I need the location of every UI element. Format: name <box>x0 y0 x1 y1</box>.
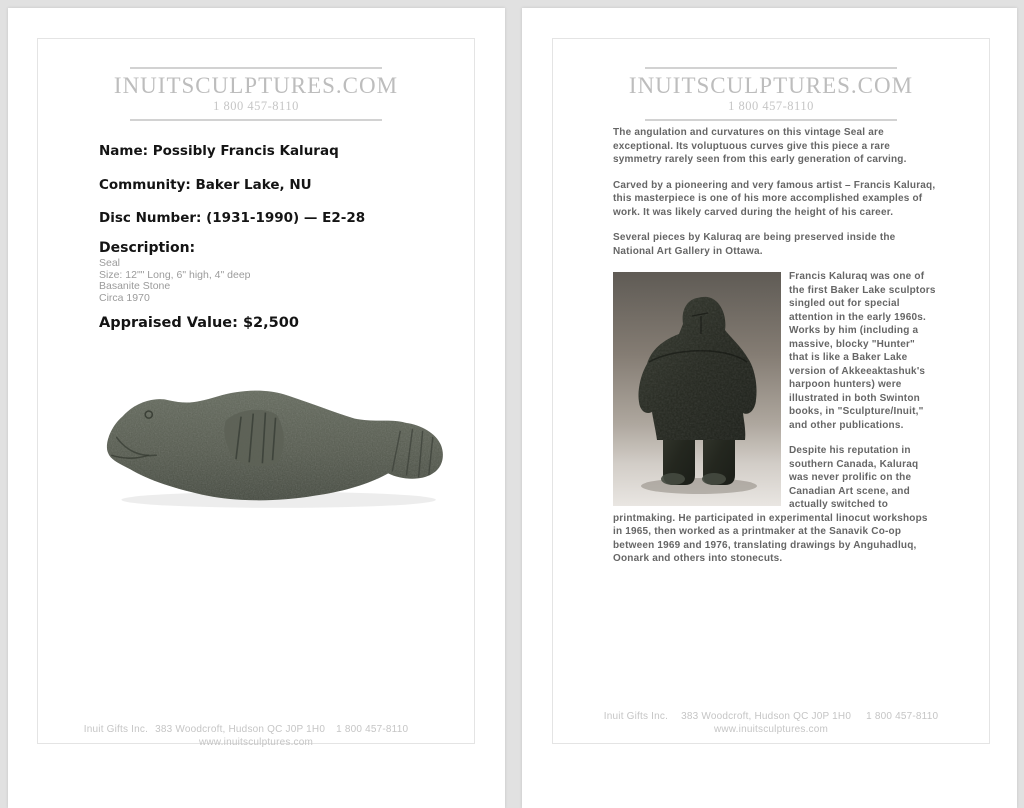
paragraph-1: The angulation and curvatures on this vintage Seal are exceptional. Its voluptuous curves give this piece a rare symmetry rarely seen from this early generation of carving. <box>613 127 907 165</box>
footer-address: 383 Woodcroft, Hudson QC J0P 1H0 <box>681 711 852 722</box>
page-2-footer <box>553 710 989 736</box>
page-1-border-frame <box>37 38 475 748</box>
hunter-right-foot <box>702 473 726 485</box>
site-logo <box>553 67 989 121</box>
paragraph-3: Several pieces by Kaluraq are being preserved inside the National Art Gallery in Ottawa. <box>613 232 896 257</box>
community-field: Community: Baker Lake, NU <box>99 177 312 193</box>
document-page-1 <box>8 8 505 808</box>
logo-bottom-rule <box>130 119 382 121</box>
page-2-border-frame <box>552 38 990 744</box>
seal-sculpture-photo <box>96 372 446 514</box>
footer-company: Inuit Gifts Inc. <box>603 711 669 722</box>
logo-title: INUITSCULPTURES.COM <box>113 73 399 98</box>
description-size: Size: 12"" Long, 6" high, 4" deep <box>99 268 251 281</box>
footer-line-1 <box>553 710 989 723</box>
footer-phone: 1 800 457-8110 <box>866 711 939 722</box>
logo-phone: 1 800 457-8110 <box>728 99 814 113</box>
page-1-footer <box>38 723 474 749</box>
description-heading: Description: <box>99 240 196 256</box>
footer-phone: 1 800 457-8110 <box>336 724 409 735</box>
logo-bottom-rule <box>645 119 897 121</box>
footer-website: www.inuitsculptures.com <box>198 737 314 748</box>
footer-company: Inuit Gifts Inc. <box>83 724 149 735</box>
site-logo <box>38 67 474 121</box>
footer-website: www.inuitsculptures.com <box>713 724 829 735</box>
hunter-shadow <box>641 478 757 494</box>
paragraph-5: Despite his reputation in southern Canada, Kaluraq was never prolific on the Canadian Art scene, and actually switched to printmaking. He participated in experimental linocut workshops in 1965, then worked as a printmaker at the Sanavik Co-op between 1969 and 1976, translating drawings by Anguhadluq, Oonark and others into stonecuts. <box>613 445 928 564</box>
description-details <box>99 258 251 304</box>
logo-top-rule <box>130 67 382 69</box>
description-material: Basanite Stone <box>99 280 171 292</box>
appraised-value: Appraised Value: $2,500 <box>99 315 299 331</box>
logo-top-rule <box>645 67 897 69</box>
description-circa: Circa 1970 <box>99 291 150 304</box>
document-page-2 <box>522 8 1017 808</box>
artist-name-field: Name: Possibly Francis Kaluraq <box>99 143 339 159</box>
paragraph-2: Carved by a pioneering and very famous artist – Francis Kaluraq, this masterpiece is one of his more accomplished examples of work. It was likely carved during the height of his career. <box>613 179 936 218</box>
logo-phone: 1 800 457-8110 <box>213 99 299 113</box>
disc-number-field: Disc Number: (1931-1990) — E2-28 <box>99 210 366 226</box>
hunter-left-foot <box>661 473 685 485</box>
description-subject: Seal <box>99 257 121 269</box>
footer-address: 383 Woodcroft, Hudson QC J0P 1H0 <box>155 724 326 735</box>
page-2-body-text <box>613 126 937 578</box>
hunter-sculpture-photo <box>613 272 781 506</box>
paragraph-4: Francis Kaluraq was one of the first Baker Lake sculptors singled out for special attention in the early 1960s. Works by him (including a massive, blocky "Hunter" that is like a Baker Lake version of Akkeeaktashuk's harpoon hunters) were illustrated in both Swinton books, in "Sculpture/Inuit," and other publications. <box>789 271 936 431</box>
logo-title: INUITSCULPTURES.COM <box>628 73 914 98</box>
